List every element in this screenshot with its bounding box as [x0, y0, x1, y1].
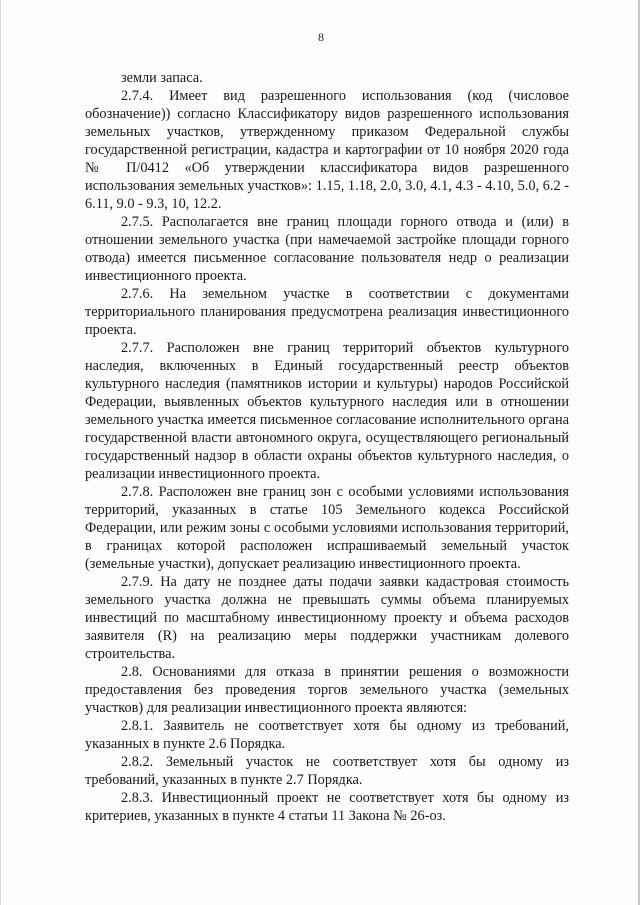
- paragraph-continuation: земли запаса.: [121, 70, 203, 86]
- paragraph-2-7-4: 2.7.4. Имеет вид разрешенного использования (код (числовое обозначение)) согласно Классификатору видов разрешенного использования земельных участков, утвержденному приказом Федеральной службы государственной регистрации, кадастра и картографии от 10 ноября 2020 года № П/0412 «Об утверждении классификатора видов разрешенного использования земельных участков»: 1.15, 1.18, 2.0, 3.0, 4.1, 4.3 - 4.10, 5.0, 6.2 - 6.11, 9.0 - 9.3, 10, 12.2.: [85, 88, 569, 212]
- paragraph-2-7-5: 2.7.5. Располагается вне границ площади горного отвода и (или) в отношении земельного участка (при намечаемой застройке площади горного отвода) имеется письменное согласование пользователя недр о реализации инвестиционного проекта.: [85, 214, 569, 284]
- paragraph-2-8-1: 2.8.1. Заявитель не соответствует хотя бы одному из требований, указанных в пункте 2.6 Порядка.: [85, 718, 569, 752]
- paragraph-2-7-7: 2.7.7. Расположен вне границ территорий объектов культурного наследия, включенных в Единый государственный реестр объектов культурного наследия (памятников истории и культуры) народов Российской Федерации, выявленных объектов культурного наследия или в отношении земельного участка имеется письменное согласование исполнительного органа государственной власти автономного округа, осуществляющего региональный государственный надзор в области охраны объектов культурного наследия, о реализации инвестиционного проекта.: [85, 340, 569, 482]
- document-body: [85, 69, 569, 825]
- paragraph-2-7-6: 2.7.6. На земельном участке в соответствии с документами территориального планирования предусмотрена реализация инвестиционного проекта.: [85, 286, 569, 338]
- paragraph-2-7-9: 2.7.9. На дату не позднее даты подачи заявки кадастровая стоимость земельного участка должна не превышать суммы объема планируемых инвестиций по масштабному инвестиционному проекту и объема расходов заявителя (R) на реализацию меры поддержки участникам долевого строительства.: [85, 574, 569, 662]
- paragraph-2-7-8: 2.7.8. Расположен вне границ зон с особыми условиями использования территорий, указанных в статье 105 Земельного кодекса Российской Федерации, или режим зоны с особыми условиями использования территорий, в границах которой расположен испрашиваемый земельный участок (земельные участки), допускает реализацию инвестиционного проекта.: [85, 484, 569, 572]
- paragraph-2-8: 2.8. Основаниями для отказа в принятии решения о возможности предоставления без проведения торгов земельного участка (земельных участков) для реализации инвестиционного проекта являются:: [85, 664, 569, 716]
- paragraph-2-8-2: 2.8.2. Земельный участок не соответствует хотя бы одному из требований, указанных в пункте 2.7 Порядка.: [85, 754, 569, 788]
- paragraph-2-8-3: 2.8.3. Инвестиционный проект не соответствует хотя бы одному из критериев, указанных в пункте 4 статьи 11 Закона № 26-оз.: [85, 790, 569, 824]
- page-number: 8: [318, 30, 324, 44]
